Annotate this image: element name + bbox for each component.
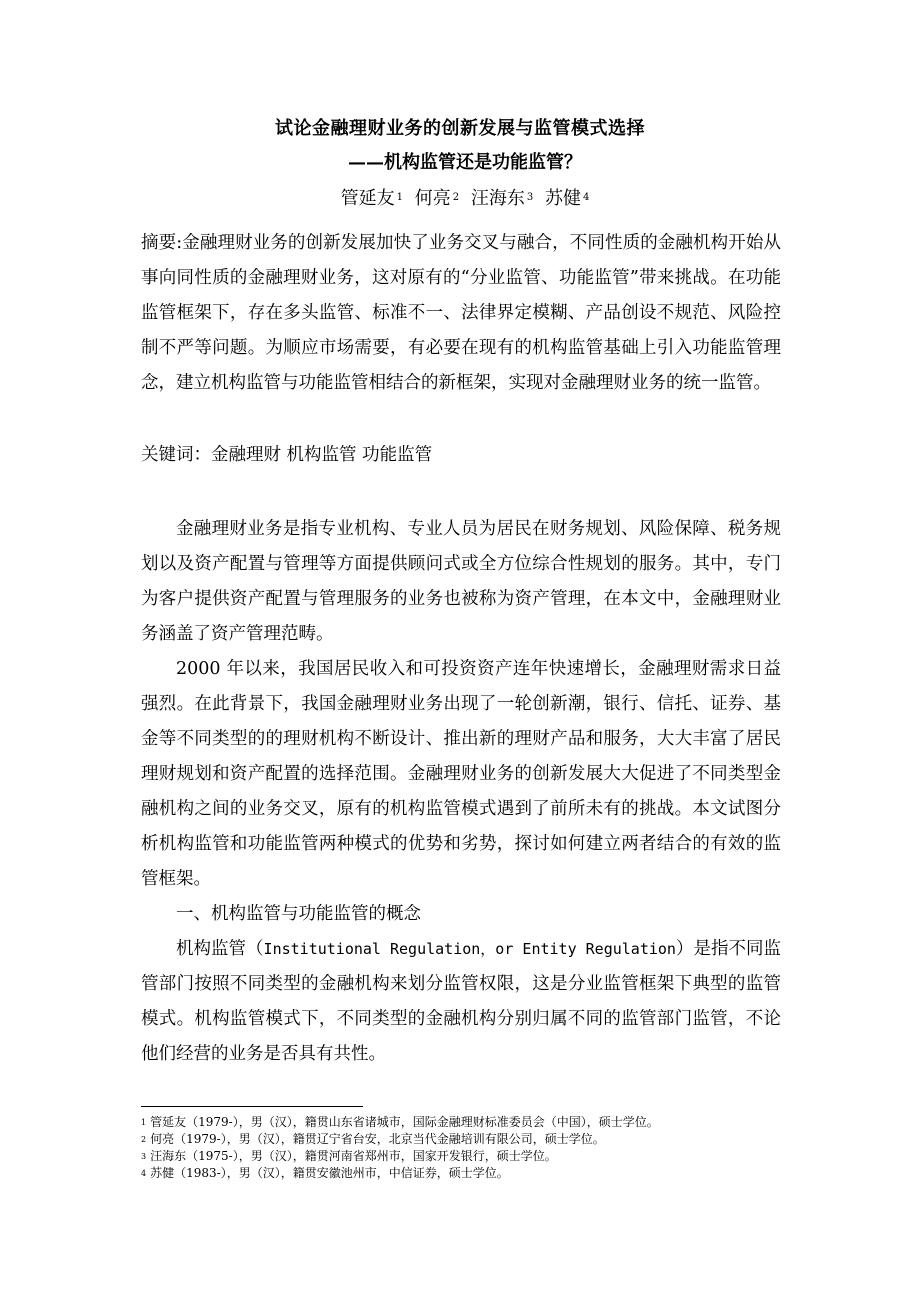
main-body xyxy=(141,512,781,1072)
author: 汪海东 $^3$ xyxy=(470,188,534,209)
keywords-label: 关键词： xyxy=(141,445,211,465)
footnote-mark: 3 xyxy=(526,192,534,203)
footnote-mark: 2 xyxy=(452,192,460,203)
abstract-label: 摘要: xyxy=(141,233,183,253)
footnote: $^4$ 苏健（1983-），男（汉），籍贯安徽池州市，中信证券，硕士学位。 xyxy=(141,1166,509,1180)
keywords-text: 金融理财 机构监管 功能监管 xyxy=(211,445,433,465)
footnote-mark: 4 xyxy=(582,192,590,203)
section-heading: 一、机构监管与功能监管的概念 xyxy=(176,904,421,924)
english-term: Institutional Regulation，or Entity Regulation xyxy=(263,940,676,958)
footnotes xyxy=(141,1114,781,1182)
footnote: $^1$ 管延友（1979-），男（汉），籍贯山东省诸城市，国际金融理财标准委员会（中国），硕士学位。 xyxy=(141,1115,659,1129)
author: 何亮 $^2$ xyxy=(414,188,460,209)
paragraph: 金融理财业务是指专业机构、专业人员为居民在财务规划、风险保障、税务规划以及资产配置与管理等方面提供顾问式或全方位综合性规划的服务。其中，专门为客户提供资产配置与管理服务的业务也被称为资产管理，在本文中，金融理财业务涵盖了资产管理范畴。 xyxy=(141,519,781,644)
footnote: $^2$ 何亮（1979-），男（汉），籍贯辽宁省台安，北京当代金融培训有限公司，硕士学位。 xyxy=(141,1132,605,1146)
paragraph: 机构监管（Institutional Regulation，or Entity Regulation）是指不同监管部门按照不同类型的金融机构来划分监管权限，这是分业监管框架下典型的监管模式。机构监管模式下，不同类型的金融机构分别归属不同的监管部门监管，不论他们经营的业务是否具有共性。 xyxy=(141,939,782,1064)
author: 苏健 $^4$ xyxy=(544,188,590,209)
author-list xyxy=(0,186,920,212)
footnote-divider xyxy=(141,1106,363,1107)
keywords xyxy=(141,438,781,473)
footnote: $^3$ 汪海东（1975-），男（汉），籍贯河南省郑州市，国家开发银行，硕士学位。 xyxy=(141,1149,557,1163)
paper-title: 试论金融理财业务的创新发展与监管模式选择 xyxy=(275,118,645,139)
paragraph: 2000 年以来，我国居民收入和可投资资产连年快速增长，金融理财需求日益强烈。在此背景下，我国金融理财业务出现了一轮创新潮，银行、信托、证券、基金等不同类型的的理财机构不断设计、推出新的理财产品和服务，大大丰富了居民理财规划和资产配置的选择范围。金融理财业务的创新发展大大促进了不同类型金融机构之间的业务交叉，原有的机构监管模式遇到了前所未有的挑战。本文试图分析机构监管和功能监管两种模式的优势和劣势，探讨如何建立两者结合的有效的监管框架。 xyxy=(141,659,781,889)
author: 管延友 $^1$ xyxy=(340,188,404,209)
abstract xyxy=(141,226,781,401)
footnote-mark: 1 xyxy=(396,192,404,203)
paper-subtitle: ——机构监管还是功能监管？ xyxy=(348,152,582,173)
abstract-text: 金融理财业务的创新发展加快了业务交叉与融合，不同性质的金融机构开始从事向同性质的金融理财业务，这对原有的“分业监管、功能监管”带来挑战。在功能监管框架下，存在多头监管、标准不一、法律界定模糊、产品创设不规范、风险控制不严等问题。为顺应市场需要，有必要在现有的机构监管基础上引入功能监管理念，建立机构监管与功能监管相结合的新框架，实现对金融理财业务的统一监管。 xyxy=(141,233,781,393)
